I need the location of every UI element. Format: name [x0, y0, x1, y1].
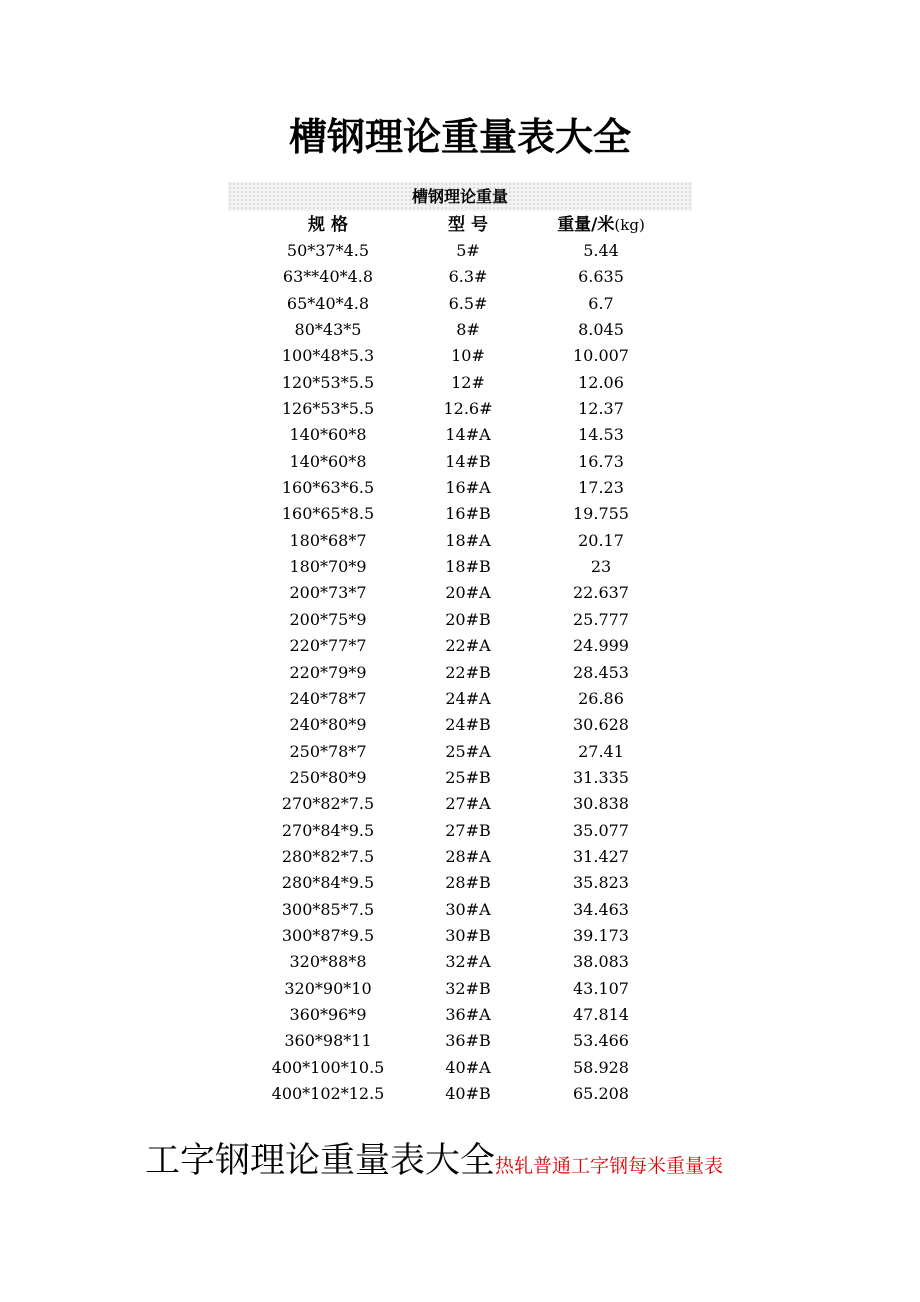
table-row	[0, 238, 920, 264]
header-weight	[528, 212, 674, 238]
cell-spec: 140*60*8	[289, 451, 367, 471]
cell-spec: 240*78*7	[289, 688, 367, 708]
cell-weight: 20.17	[578, 530, 624, 550]
cell-spec: 63**40*4.8	[282, 267, 374, 287]
cell-weight: 27.41	[578, 741, 624, 761]
cell-spec: 180*68*7	[289, 530, 367, 550]
cell-weight: 17.23	[578, 478, 624, 498]
cell-spec: 320*88*8	[289, 952, 367, 972]
cell-model: 8#	[456, 320, 480, 340]
cell-spec: 180*70*9	[289, 557, 367, 577]
header-spec: 规 格	[308, 215, 348, 235]
cell-weight: 24.999	[573, 636, 629, 656]
cell-spec: 100*48*5.3	[281, 346, 375, 366]
header-model: 型 号	[448, 215, 488, 235]
table-row	[0, 660, 920, 686]
cell-model: 22#A	[445, 636, 491, 656]
cell-model: 25#A	[445, 741, 491, 761]
cell-weight: 14.53	[578, 425, 624, 445]
cell-spec: 400*102*12.5	[271, 1084, 385, 1103]
cell-model: 32#B	[445, 978, 491, 998]
cell-spec: 250*80*9	[289, 767, 367, 787]
cell-model: 36#A	[445, 1004, 491, 1024]
cell-weight: 31.335	[573, 767, 629, 787]
table-caption: 槽钢理论重量	[228, 182, 692, 211]
table-header	[0, 212, 920, 238]
cell-model: 22#B	[445, 662, 491, 682]
cell-spec: 160*65*8.5	[281, 504, 375, 524]
cell-weight: 6.7	[588, 293, 614, 313]
table-row	[0, 1055, 920, 1081]
table-row	[0, 370, 920, 396]
cell-model: 6.5#	[448, 293, 488, 313]
cell-spec: 240*80*9	[289, 715, 367, 735]
cell-model: 12.6#	[443, 399, 493, 419]
cell-spec: 400*100*10.5	[271, 1057, 385, 1077]
table-row	[0, 422, 920, 448]
table-row	[0, 976, 920, 1002]
cell-model: 18#B	[445, 557, 491, 577]
table-row	[0, 765, 920, 791]
page-title: 槽钢理论重量表大全	[288, 115, 631, 159]
table-row	[0, 396, 920, 422]
cell-weight: 38.083	[573, 952, 629, 972]
cell-model: 24#A	[445, 688, 491, 708]
bottom-heading	[145, 1136, 723, 1192]
cell-model: 20#B	[445, 609, 491, 629]
cell-model: 6.3#	[448, 267, 488, 287]
table-row	[0, 818, 920, 844]
cell-weight: 65.208	[573, 1084, 629, 1103]
header-weight-label: 重量/米	[557, 215, 615, 235]
cell-model: 16#B	[445, 504, 491, 524]
cell-weight: 22.637	[573, 583, 629, 603]
table-row	[0, 580, 920, 606]
cell-spec: 220*79*9	[289, 662, 367, 682]
cell-model: 25#B	[445, 767, 491, 787]
cell-weight: 10.007	[573, 346, 629, 366]
table-row	[0, 870, 920, 896]
cell-model: 28#B	[445, 873, 491, 893]
cell-model: 10#	[451, 346, 485, 366]
table-row	[0, 686, 920, 712]
cell-spec: 360*96*9	[289, 1004, 367, 1024]
table-row	[0, 317, 920, 343]
table-row	[0, 791, 920, 817]
cell-model: 16#A	[445, 478, 491, 498]
cell-model: 32#A	[445, 952, 491, 972]
cell-weight: 34.463	[573, 899, 629, 919]
cell-model: 40#A	[445, 1057, 491, 1077]
cell-spec: 126*53*5.5	[281, 399, 375, 419]
cell-weight: 35.823	[573, 873, 629, 893]
cell-weight: 39.173	[573, 925, 629, 945]
cell-weight: 6.635	[578, 267, 624, 287]
table-row	[0, 607, 920, 633]
cell-model: 20#A	[445, 583, 491, 603]
table-row	[0, 923, 920, 949]
table-row	[0, 528, 920, 554]
table-row	[0, 844, 920, 870]
cell-spec: 50*37*4.5	[286, 241, 370, 260]
cell-weight: 12.06	[578, 372, 624, 392]
table-row	[0, 739, 920, 765]
cell-spec: 300*85*7.5	[281, 899, 375, 919]
cell-spec: 280*84*9.5	[281, 873, 375, 893]
table-row	[0, 949, 920, 975]
cell-model: 27#B	[445, 820, 491, 840]
cell-weight: 8.045	[578, 320, 624, 340]
table-row	[0, 1002, 920, 1028]
cell-spec: 300*87*9.5	[281, 925, 375, 945]
table-body	[0, 238, 920, 1107]
cell-spec: 320*90*10	[284, 978, 372, 998]
cell-weight: 28.453	[573, 662, 629, 682]
cell-spec: 200*73*7	[289, 583, 367, 603]
cell-weight: 19.755	[573, 504, 629, 524]
cell-spec: 65*40*4.8	[286, 293, 370, 313]
cell-model: 30#B	[445, 925, 491, 945]
cell-spec: 200*75*9	[289, 609, 367, 629]
table-row	[0, 449, 920, 475]
cell-model: 14#B	[445, 451, 491, 471]
cell-weight: 5.44	[583, 241, 619, 260]
table-row	[0, 897, 920, 923]
cell-spec: 80*43*5	[294, 320, 362, 340]
bottom-title: 工字钢理论重量表大全	[145, 1141, 496, 1181]
cell-model: 12#	[451, 372, 485, 392]
cell-model: 27#A	[445, 794, 491, 814]
cell-spec: 270*82*7.5	[281, 794, 375, 814]
table-row	[0, 712, 920, 738]
table-row	[0, 475, 920, 501]
table-row	[0, 291, 920, 317]
cell-spec: 280*82*7.5	[281, 846, 375, 866]
cell-spec: 160*63*6.5	[281, 478, 375, 498]
cell-weight: 26.86	[578, 688, 624, 708]
cell-model: 40#B	[445, 1084, 491, 1103]
table-row	[0, 343, 920, 369]
cell-model: 24#B	[445, 715, 491, 735]
cell-weight: 31.427	[573, 846, 629, 866]
cell-weight: 43.107	[573, 978, 629, 998]
cell-weight: 53.466	[573, 1031, 629, 1051]
cell-spec: 120*53*5.5	[281, 372, 375, 392]
cell-weight: 30.838	[573, 794, 629, 814]
table-row	[0, 1028, 920, 1054]
bottom-subtitle: 热轧普通工字钢每米重量表	[495, 1155, 724, 1177]
cell-weight: 12.37	[578, 399, 624, 419]
cell-spec: 270*84*9.5	[281, 820, 375, 840]
cell-weight: 58.928	[573, 1057, 629, 1077]
cell-weight: 23	[590, 557, 612, 577]
cell-weight: 47.814	[573, 1004, 629, 1024]
table-row	[0, 1081, 920, 1107]
cell-spec: 360*98*11	[284, 1031, 372, 1051]
cell-spec: 220*77*7	[289, 636, 367, 656]
cell-model: 18#A	[445, 530, 491, 550]
table-row	[0, 633, 920, 659]
cell-model: 36#B	[445, 1031, 491, 1051]
cell-model: 30#A	[445, 899, 491, 919]
cell-model: 5#	[456, 241, 480, 260]
cell-weight: 25.777	[573, 609, 629, 629]
cell-model: 14#A	[445, 425, 491, 445]
table-row	[0, 501, 920, 527]
cell-spec: 140*60*8	[289, 425, 367, 445]
cell-spec: 250*78*7	[289, 741, 367, 761]
cell-model: 28#A	[445, 846, 491, 866]
cell-weight: 16.73	[578, 451, 624, 471]
cell-weight: 35.077	[573, 820, 629, 840]
table-row	[0, 554, 920, 580]
cell-weight: 30.628	[573, 715, 629, 735]
table-row	[0, 264, 920, 290]
header-weight-unit: (kg)	[614, 216, 645, 234]
